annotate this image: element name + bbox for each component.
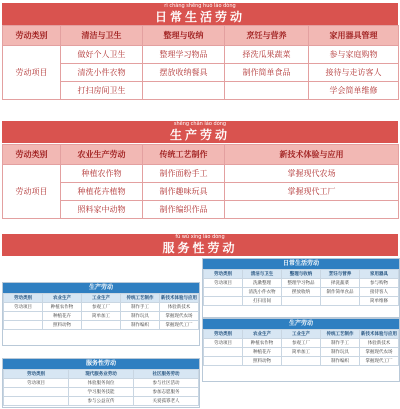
mini-cell — [204, 297, 243, 306]
mini-cell: 参与社区活动 — [134, 379, 199, 388]
table-cell: 摆放收纳餐具 — [143, 64, 225, 82]
table-row — [3, 201, 399, 219]
table-header-cell: 农业生产劳动 — [61, 145, 143, 165]
mini-cell: 照料动物 — [243, 357, 282, 366]
mini-cell: 制作玩具 — [121, 312, 160, 321]
table-header-cell: 传统工艺制作 — [143, 145, 225, 165]
mini-cell — [4, 321, 43, 330]
mini-cell — [204, 288, 243, 297]
mini-cell: 接待客人 — [360, 288, 399, 297]
mini-cell: 掌握现代工厂 — [360, 357, 399, 366]
table-cell: 掌握现代工厂 — [225, 183, 399, 201]
mini-header: 工业生产 — [282, 330, 321, 339]
section-header-service — [2, 234, 398, 256]
mini-cell: 洗漱整理 — [243, 279, 282, 288]
table-cell — [143, 82, 225, 100]
table-row — [3, 46, 399, 64]
table-header-cell: 烹饪与营养 — [225, 26, 309, 46]
table-header-row — [3, 26, 399, 46]
mini-header: 新技术体验与应用 — [160, 294, 199, 303]
section-pinyin: fú wù xìng láo dòng — [175, 234, 225, 240]
section-header-production — [2, 121, 398, 143]
mini-cell: 制作手工 — [121, 303, 160, 312]
table-cell: 整理学习物品 — [143, 46, 225, 64]
table-cell: 打扫房间卫生 — [61, 82, 143, 100]
mini-cell: 关爱孤寡老人 — [134, 397, 199, 406]
table-cell: 学会简单维修 — [309, 82, 399, 100]
table-row — [3, 64, 399, 82]
table-row — [3, 183, 399, 201]
mini-cell: 制作手工 — [321, 339, 360, 348]
mini-card-production-left — [2, 282, 200, 346]
mini-cell: 简单加工 — [82, 312, 121, 321]
mini-cell: 择洗蔬菜 — [321, 279, 360, 288]
daily-life-table — [2, 25, 399, 100]
mini-cell: 劳动项目 — [204, 279, 243, 288]
mini-card-title: 生产劳动 — [3, 283, 199, 293]
mini-card-title: 生产劳动 — [203, 319, 399, 329]
mini-cell — [4, 312, 43, 321]
table-header-cell: 整理与收纳 — [143, 26, 225, 46]
mini-header: 现代服务业劳动 — [69, 370, 134, 379]
mini-card-service — [2, 358, 200, 408]
table-header-cell: 家用器具管理 — [309, 26, 399, 46]
section-header-daily-life — [2, 3, 398, 25]
mini-card-table — [203, 329, 399, 366]
mini-cell: 参加志愿服务 — [134, 388, 199, 397]
mini-cell — [282, 357, 321, 366]
mini-header: 劳动类别 — [204, 330, 243, 339]
section-pinyin: shēng chǎn láo dòng — [173, 121, 227, 127]
mini-header: 农业生产 — [243, 330, 282, 339]
mini-cell: 简单加工 — [282, 348, 321, 357]
mini-cell: 参观工厂 — [82, 303, 121, 312]
table-cell: 种植农作物 — [61, 165, 143, 183]
row-label: 劳动项目 — [3, 165, 61, 219]
mini-card-table — [3, 293, 199, 330]
mini-cell — [282, 297, 321, 306]
section-title: 服务性劳动 — [162, 241, 238, 255]
table-cell: 择洗瓜果蔬菜 — [225, 46, 309, 64]
mini-header: 劳动类别 — [4, 294, 43, 303]
mini-header: 烹饪与营养 — [321, 270, 360, 279]
mini-card-production-right — [202, 318, 400, 382]
mini-cell: 掌握现代农场 — [360, 348, 399, 357]
mini-cell: 种植花卉 — [43, 312, 82, 321]
table-cell: 照料家中动物 — [61, 201, 143, 219]
mini-header: 传统工艺制作 — [121, 294, 160, 303]
mini-card-title: 日常生活劳动 — [203, 259, 399, 269]
mini-header: 劳动类别 — [204, 270, 243, 279]
mini-header: 清洁与卫生 — [243, 270, 282, 279]
mini-cell: 劳动项目 — [4, 379, 69, 388]
mini-cell: 打扫房间 — [243, 297, 282, 306]
row-label: 劳动项目 — [3, 46, 61, 100]
mini-cell: 体验新技术 — [360, 339, 399, 348]
table-cell: 制作面粉手工 — [143, 165, 225, 183]
mini-cell: 简单维修 — [360, 297, 399, 306]
production-table — [2, 144, 399, 219]
section-pinyin: rì cháng shēng huó láo dòng — [164, 3, 236, 9]
mini-cell: 劳动项目 — [4, 303, 43, 312]
mini-cell — [82, 321, 121, 330]
table-cell: 掌握现代农场 — [225, 165, 399, 183]
table-cell: 做好个人卫生 — [61, 46, 143, 64]
mini-card-daily — [202, 258, 400, 318]
mini-cell: 制作玩具 — [321, 348, 360, 357]
mini-cell — [4, 388, 69, 397]
mini-header: 新技术体验与应用 — [360, 330, 399, 339]
mini-header: 劳动类别 — [4, 370, 69, 379]
mini-card-table — [3, 369, 199, 406]
mini-cell: 学习服务技能 — [69, 388, 134, 397]
mini-cell: 掌握现代工厂 — [160, 321, 199, 330]
mini-cell: 制作简单食品 — [321, 288, 360, 297]
table-header-cell: 劳动类别 — [3, 26, 61, 46]
section-title: 日常生活劳动 — [154, 10, 245, 24]
mini-cell: 参与购物 — [360, 279, 399, 288]
table-cell: 制作编织作品 — [143, 201, 225, 219]
mini-cell: 清洗小件衣物 — [243, 288, 282, 297]
mini-cell: 掌握现代农场 — [160, 312, 199, 321]
mini-cell — [321, 297, 360, 306]
mini-header: 整理与收纳 — [282, 270, 321, 279]
table-cell: 种植花卉植物 — [61, 183, 143, 201]
mini-cell: 参与公益宣传 — [69, 397, 134, 406]
mini-cell: 参观工厂 — [282, 339, 321, 348]
mini-cell: 种植花卉 — [243, 348, 282, 357]
mini-cell — [4, 397, 69, 406]
mini-header: 社区服务劳动 — [134, 370, 199, 379]
mini-cell: 照料动物 — [43, 321, 82, 330]
table-header-cell: 清洁与卫生 — [61, 26, 143, 46]
table-cell — [225, 201, 399, 219]
mini-card-title: 服务性劳动 — [3, 359, 199, 369]
table-cell: 接待与走访客人 — [309, 64, 399, 82]
table-cell: 制作趣味玩具 — [143, 183, 225, 201]
mini-header: 传统工艺制作 — [321, 330, 360, 339]
section-title: 生产劳动 — [169, 128, 230, 142]
table-cell: 清洗小件衣物 — [61, 64, 143, 82]
mini-cell — [204, 357, 243, 366]
table-cell: 参与家庭购物 — [309, 46, 399, 64]
mini-cell — [204, 348, 243, 357]
mini-cell: 种植农作物 — [243, 339, 282, 348]
mini-cell: 摆放收纳 — [282, 288, 321, 297]
mini-header: 工业生产 — [82, 294, 121, 303]
table-row — [3, 165, 399, 183]
mini-header: 农业生产 — [43, 294, 82, 303]
mini-cell: 体验新技术 — [160, 303, 199, 312]
table-header-row — [3, 145, 399, 165]
mini-header: 家用器具 — [360, 270, 399, 279]
table-cell: 制作简单食品 — [225, 64, 309, 82]
table-row — [3, 82, 399, 100]
table-header-cell: 新技术体验与应用 — [225, 145, 399, 165]
table-cell — [225, 82, 309, 100]
mini-cell: 劳动项目 — [204, 339, 243, 348]
mini-cell: 制作编织 — [321, 357, 360, 366]
mini-cell: 体验服务岗位 — [69, 379, 134, 388]
mini-cell: 种植农作物 — [43, 303, 82, 312]
mini-cell: 整理学习物品 — [282, 279, 321, 288]
table-header-cell: 劳动类别 — [3, 145, 61, 165]
mini-cell: 制作编织 — [121, 321, 160, 330]
mini-card-table — [203, 269, 399, 306]
